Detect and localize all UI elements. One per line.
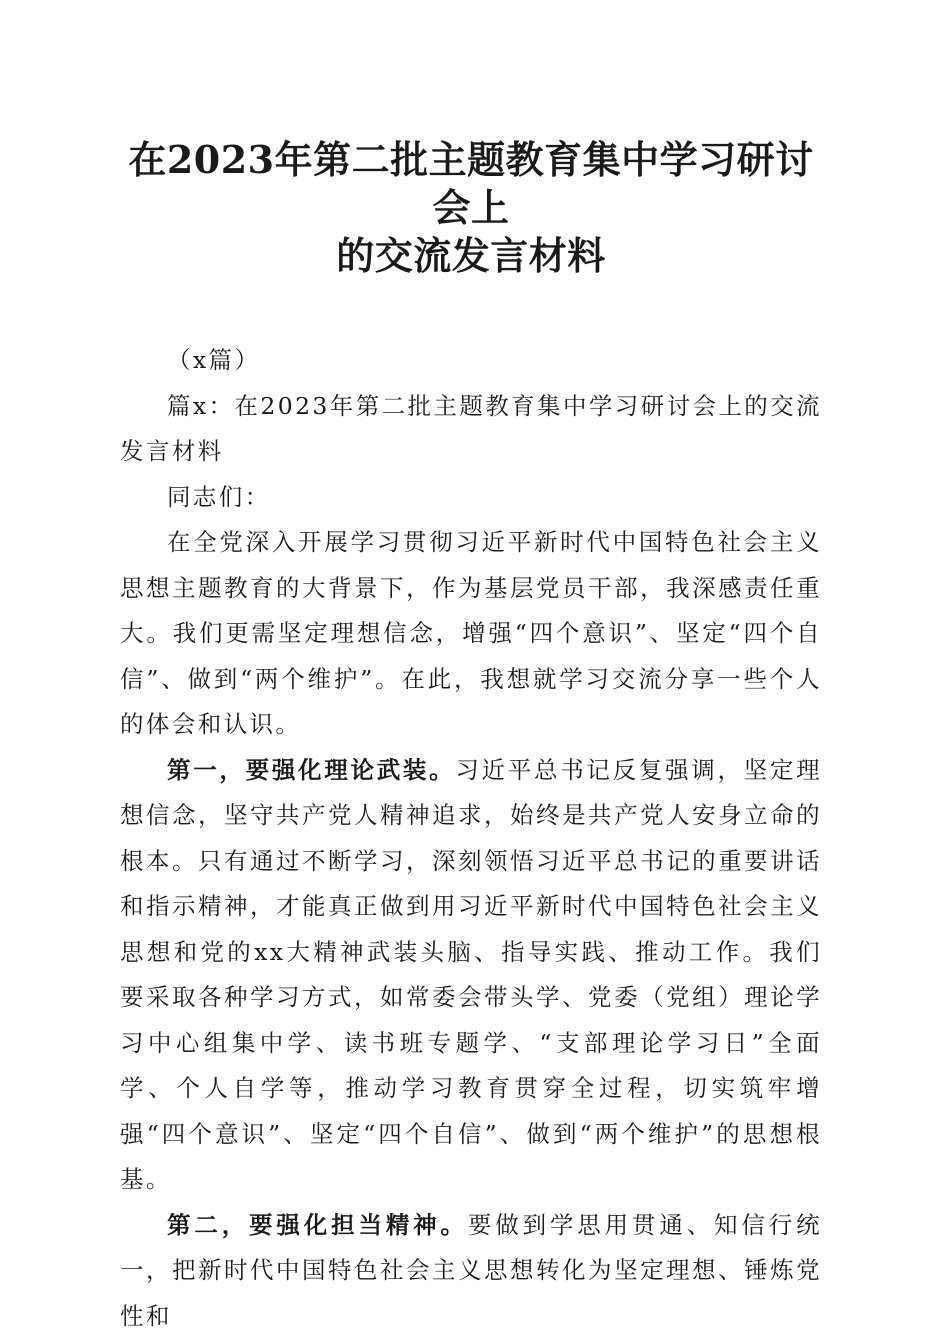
document-title bbox=[120, 136, 822, 280]
intro-paragraph: 在全党深入开展学习贯彻习近平新时代中国特色社会主义思想主题教育的大背景下，作为基层党员干部，我深感责任重大。我们更需坚定理想信念，增强“四个意识”、坚定“四个自信”、做到“两个维护”。在此，我想就学习交流分享一些个人的体会和认识。 bbox=[120, 528, 822, 738]
point-2-lead: 第二，要强化担当精神。 bbox=[167, 1210, 468, 1239]
point-1-body: 习近平总书记反复强调，坚定理想信念，坚守共产党人精神追求，始终是共产党人安身立命的根本。只有通过不断学习，深刻领悟习近平总书记的重要讲话和指示精神，才能真正做到用习近平新时代中国特色社会主义思想和党的xx大精神武装头脑、指导实践、推动工作。我们要采取各种学习方式，如常委会带头学、党委（党组）理论学习中心组集中学、读书班专题学、“支部理论学习日”全面学、个人自学等，推动学习教育贯穿全过程，切实筑牢增强“四个意识”、坚定“四个自信”、做到“两个维护”的思想根基。 bbox=[120, 755, 822, 1193]
title-line-1: 在2023年第二批主题教育集中学习研讨会上 bbox=[128, 137, 814, 230]
title-line-2: 的交流发言材料 bbox=[336, 233, 606, 278]
point-2-paragraph bbox=[120, 1203, 822, 1340]
point-1-lead: 第一，要强化理论武装。 bbox=[167, 755, 456, 784]
count-note: （x篇） bbox=[167, 346, 261, 374]
document-body bbox=[120, 338, 822, 1339]
point-2-body: 要做到学思用贯通、知信行统一，把新时代中国特色社会主义思想转化为坚定理想、锤炼党性和 bbox=[120, 1210, 822, 1330]
point-1-paragraph bbox=[120, 748, 822, 1203]
salutation: 同志们： bbox=[167, 482, 271, 511]
subheading: 篇x：在2023年第二批主题教育集中学习研讨会上的交流发言材料 bbox=[120, 391, 822, 465]
